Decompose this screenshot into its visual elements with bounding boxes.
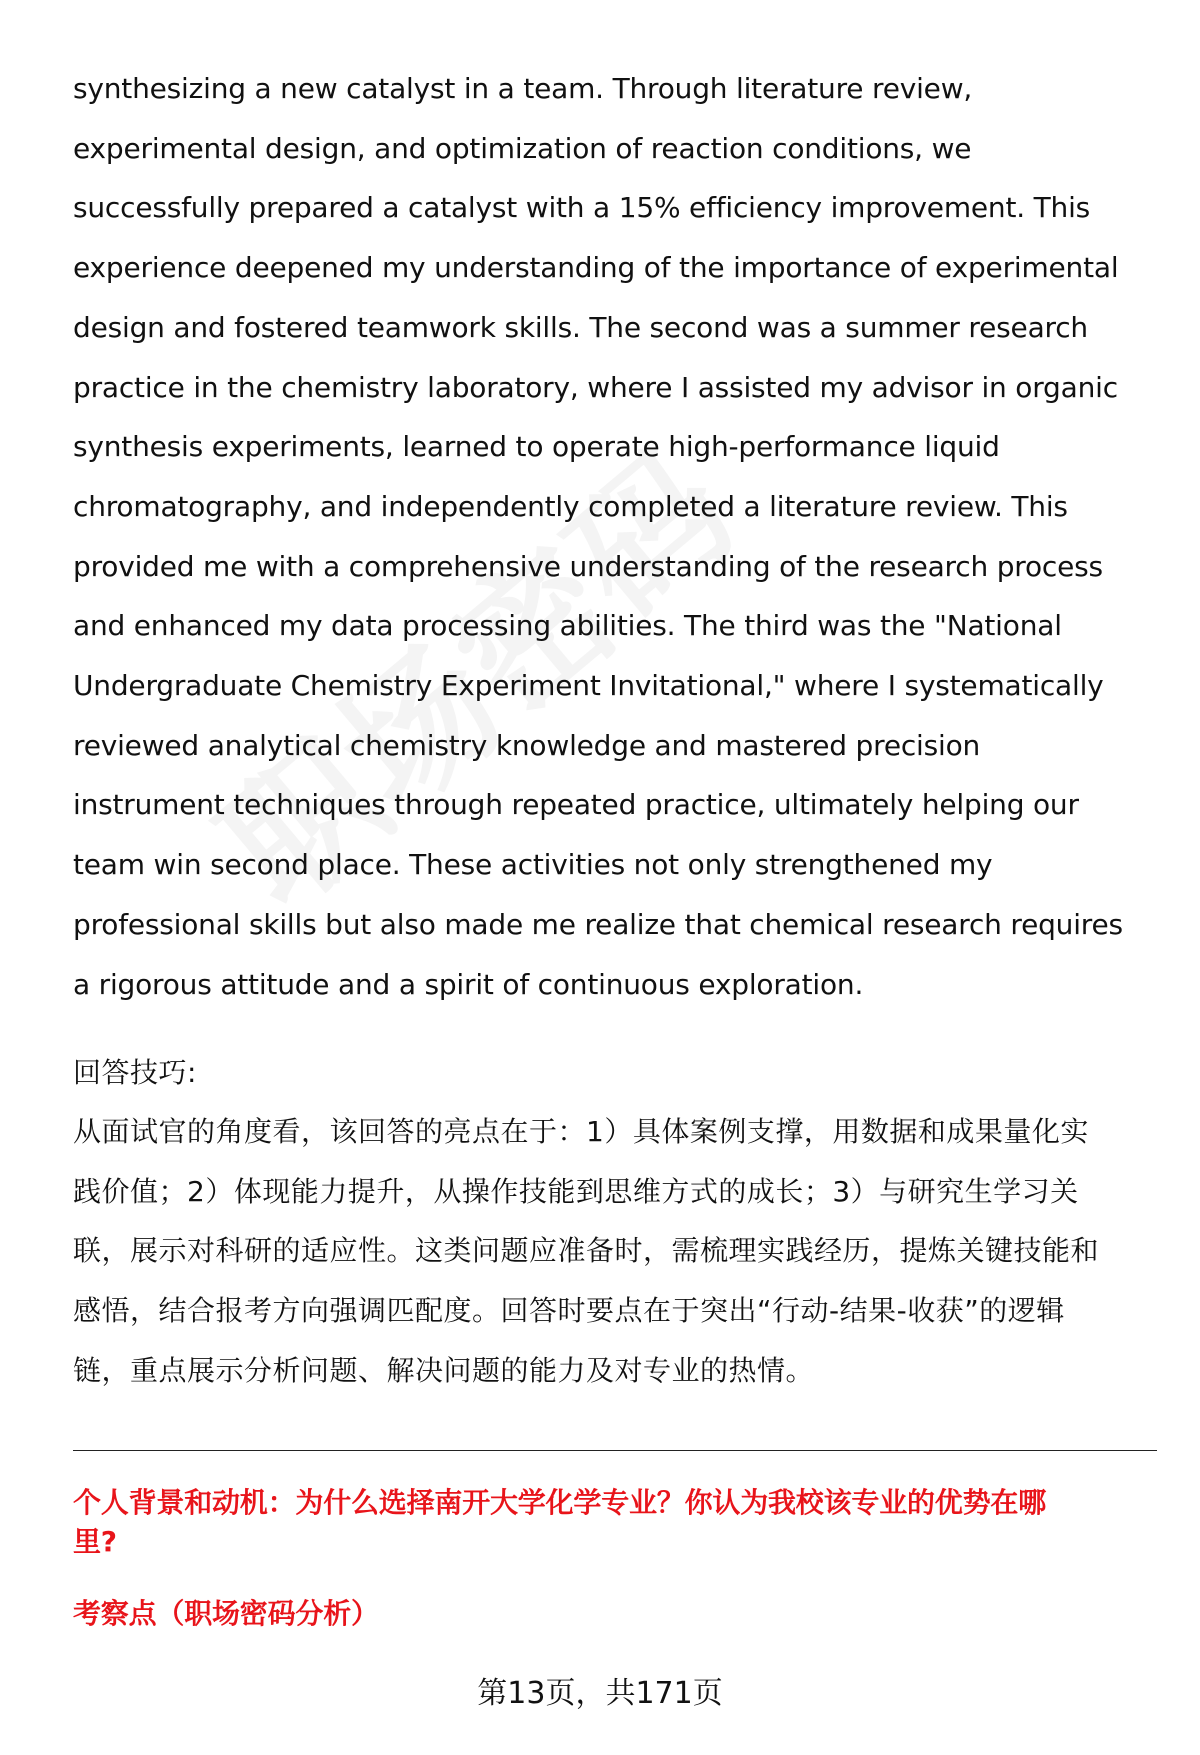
text-line: Undergraduate Chemistry Experiment Invitational," where I systematically <box>73 669 1104 702</box>
text-line: 里? <box>73 1525 117 1558</box>
text-line: 个人背景和动机：为什么选择南开大学化学专业？你认为我校该专业的优势在哪 <box>73 1486 1047 1519</box>
text-line: 从面试官的角度看，该回答的亮点在于：1）具体案例支撑，用数据和成果量化实 <box>73 1115 1089 1148</box>
text-line: 链，重点展示分析问题、解决问题的能力及对专业的热情。 <box>73 1353 815 1387</box>
analysis-heading: 考察点（职场密码分析） <box>73 1597 379 1630</box>
text-line: team win second place. These activities not only strengthened my <box>73 848 993 882</box>
text-line: and enhanced my data processing abilities. The third was the "National <box>73 609 1062 643</box>
text-line: provided me with a comprehensive understanding of the research process <box>73 549 1103 583</box>
text-line: experience deepened my understanding of the importance of experimental <box>73 251 1119 285</box>
text-line: 联，展示对科研的适应性。这类问题应准备时，需梳理实践经历，提炼关键技能和 <box>73 1234 1100 1268</box>
text-line: synthesis experiments, learned to operate high-performance liquid <box>73 430 1000 464</box>
divider <box>73 1450 1157 1451</box>
text-line: reviewed analytical chemistry knowledge and mastered precision <box>73 728 981 762</box>
text-line: design and fostered teamwork skills. The second was a summer research <box>73 310 1088 344</box>
text-line: practice in the chemistry laboratory, where I assisted my advisor in organic <box>73 370 1118 404</box>
text-line: successfully prepared a catalyst with a 15% efficiency improvement. This <box>73 191 1091 225</box>
text-line: chromatography, and independently completed a literature review. This <box>73 489 1068 523</box>
text-line: experimental design, and optimization of reaction conditions, we <box>73 131 972 165</box>
text-line: instrument techniques through repeated practice, ultimately helping our <box>73 788 1079 822</box>
text-line: synthesizing a new catalyst in a team. Through literature review, <box>73 72 973 105</box>
text-line: professional skills but also made me realize that chemical research requires <box>73 907 1123 941</box>
text-line: 感悟，结合报考方向强调匹配度。回答时要点在于突出“行动-结果-收获”的逻辑 <box>73 1294 1065 1328</box>
tips-label: 回答技巧: <box>73 1056 197 1089</box>
text-line: a rigorous attitude and a spirit of continuous exploration. <box>73 967 864 1001</box>
text-line: 践价值；2）体现能力提升，从操作技能到思维方式的成长；3）与研究生学习关 <box>73 1174 1079 1208</box>
page-number: 第13页，共171页 <box>477 1676 723 1711</box>
